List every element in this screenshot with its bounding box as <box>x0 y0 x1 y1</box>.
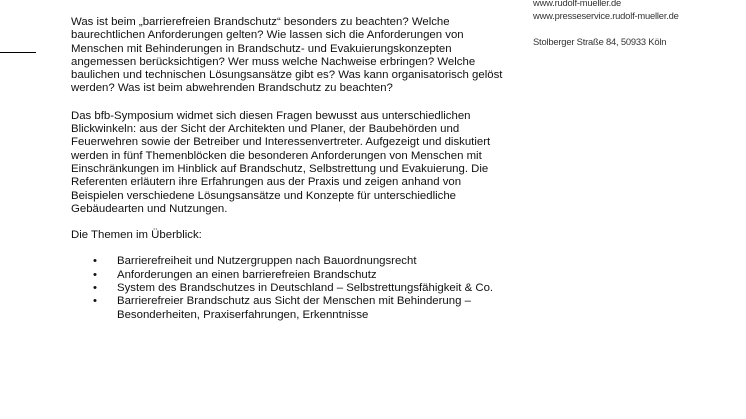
bullet-icon: • <box>93 255 97 268</box>
list-item <box>71 269 511 282</box>
list-item <box>71 295 511 322</box>
website-link[interactable]: www.rudolf-mueller.de <box>533 0 622 8</box>
bullet-icon: • <box>93 268 97 281</box>
press-release-body <box>71 16 511 322</box>
publisher-address: Stolberger Straße 84, 50933 Köln <box>533 36 667 47</box>
bullet-icon: • <box>93 282 97 295</box>
list-item <box>71 255 511 268</box>
symposium-paragraph: Das bfb-Symposium widmet sich diesen Fragen bewusst aus unterschiedlichen Blickwinkeln: aus der Sicht der Architekten und Planer, der Baubehörden und Feuerwehren sowie der Betreiber und Interessenvertreter. Aufgezeigt und diskutiert werden in fünf Themenblöcken die besonderen Anforderungen von Menschen mit Einschränkungen im Hinblick auf Brandschutz, Selbstrettung und Evakuierung. Die Referenten erläutern ihre Erfahrungen aus der Praxis und zeigen anhand von Beispielen verschiedene Lösungsansätze und Konzepte für unterschiedliche Gebäudearten und Nutzungen. <box>71 109 491 215</box>
list-item-text: System des Brandschutzes in Deutschland – Selbstrettungsfähigkeit & Co. <box>117 282 494 295</box>
list-item <box>71 282 511 295</box>
list-item-text: Anforderungen an einen barrierefreien Brandschutz <box>117 268 377 281</box>
themes-list <box>71 255 511 321</box>
bullet-icon: • <box>93 295 97 308</box>
publisher-sidebar <box>533 0 746 48</box>
list-item-text: Barrierefreier Brandschutz aus Sicht der Menschen mit Behinderung – Besonderheiten, Praxiserfahrungen, Erkenntnisse <box>117 295 471 321</box>
list-item-text: Barrierefreiheit und Nutzergruppen nach Bauordnungsrecht <box>117 255 417 268</box>
margin-rule <box>0 52 36 53</box>
intro-paragraph: Was ist beim „barrierefreien Brandschutz“ besonders zu beachten? Welche baurechtlichen Anforderungen gelten? Wie lassen sich die Anforderungen von Menschen mit Behinderungen in Brandschutz- und Evakuierungskonzepten angemessen berücksichtigen? Wer muss welche Nachweise erbringen? Welche baulichen und technischen Lösungsansätze gibt es? Was kann organisatorisch gelöst werden? Was ist beim abwehrenden Brandschutz zu beachten? <box>71 16 503 95</box>
press-service-link[interactable]: www.presseservice.rudolf-mueller.de <box>533 10 679 21</box>
themes-heading: Die Themen im Überblick: <box>71 229 202 242</box>
